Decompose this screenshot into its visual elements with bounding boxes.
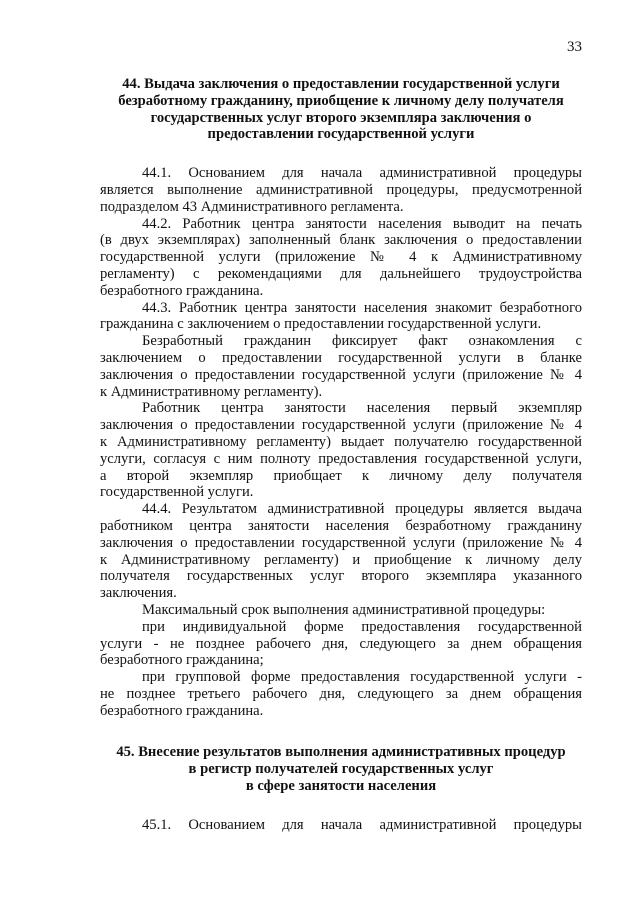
text-line: заключения о предоставлении государственной услуги (приложение № 4 bbox=[100, 534, 582, 551]
text-line: Максимальный срок выполнения административной процедуры: bbox=[142, 601, 546, 618]
heading-line: в сфере занятости населения bbox=[245, 778, 437, 795]
paragraph-copies bbox=[100, 400, 582, 501]
text-line: безработного гражданина. bbox=[100, 702, 264, 719]
text-line: к Административному регламенту) выдает получателю государственной bbox=[100, 433, 582, 450]
paragraph-44-4 bbox=[100, 501, 582, 602]
paragraph-44-1 bbox=[100, 165, 582, 215]
page-content bbox=[100, 76, 582, 834]
text-line: Безработный гражданин фиксирует факт ознакомления с bbox=[142, 333, 582, 350]
text-line: подразделом 43 Административного регламента. bbox=[100, 198, 404, 215]
text-line: к Административному регламенту). bbox=[100, 383, 323, 400]
text-line: 44.4. Результатом административной процедуры является выдача bbox=[142, 501, 582, 518]
heading-line: в регистр получателей государственных услуг bbox=[188, 761, 494, 778]
text-line: не позднее третьего рабочего дня, следующего за днем обращения bbox=[100, 685, 582, 702]
text-line: гражданина с заключением о предоставлении государственной услуги. bbox=[100, 316, 542, 333]
paragraph-44-3 bbox=[100, 300, 582, 334]
text-line: регламенту) с рекомендациями для дальнейшего трудоустройства bbox=[100, 265, 582, 282]
text-line: 44.3. Работник центра занятости населения знакомит безработного bbox=[142, 299, 582, 316]
text-line: заключения о предоставлении государственной услуги (приложение № 4 bbox=[100, 417, 582, 434]
text-line: безработного гражданина; bbox=[100, 652, 264, 669]
paragraph-45-1 bbox=[100, 817, 582, 834]
text-line: государственной услуги (приложение № 4 к Административному bbox=[100, 249, 582, 266]
text-line: безработного гражданина. bbox=[100, 282, 264, 299]
text-line: 44.1. Основанием для начала административной процедуры bbox=[142, 165, 582, 182]
paragraph-group-form bbox=[100, 669, 582, 719]
paragraph-max-term bbox=[100, 602, 582, 619]
page-number: 33 bbox=[567, 39, 582, 55]
section-45-heading bbox=[100, 744, 582, 794]
section-45-body bbox=[100, 817, 582, 834]
text-line: заключения о предоставлении государственной услуги (приложение № 4 bbox=[100, 366, 582, 383]
heading-line: безработному гражданину, приобщение к личному делу получателя bbox=[118, 92, 564, 109]
text-line: при групповой форме предоставления государственной услуги - bbox=[142, 669, 582, 686]
text-line: а второй экземпляр приобщает к личному делу получателя bbox=[100, 467, 582, 484]
text-line: услуги, согласуя с ним полноту предоставления государственной услуги, bbox=[100, 450, 582, 467]
text-line: заключения. bbox=[100, 585, 177, 602]
paragraph-acknowledgement bbox=[100, 333, 582, 400]
text-line: услуги - не позднее рабочего дня, следующего за днем обращения bbox=[100, 635, 582, 652]
text-line: при индивидуальной форме предоставления государственной bbox=[142, 618, 582, 635]
text-line: работником центра занятости населения безработному гражданину bbox=[100, 517, 582, 534]
text-line: Работник центра занятости населения первый экземпляр bbox=[142, 400, 582, 417]
section-44-heading bbox=[100, 76, 582, 143]
heading-line: предоставлении государственной услуги bbox=[207, 126, 475, 143]
text-line: (в двух экземплярах) заполненный бланк заключения о предоставлении bbox=[100, 232, 582, 249]
heading-line: 44. Выдача заключения о предоставлении государственной услуги bbox=[122, 76, 560, 92]
text-line: получателя государственных услуг второго экземпляра указанного bbox=[100, 568, 582, 585]
paragraph-individual-form bbox=[100, 619, 582, 669]
heading-line: 45. Внесение результатов выполнения административных процедур bbox=[116, 744, 566, 761]
text-line: 44.2. Работник центра занятости населения выводит на печать bbox=[142, 215, 582, 232]
paragraph-44-2 bbox=[100, 216, 582, 300]
text-line: 45.1. Основанием для начала административной процедуры bbox=[142, 816, 582, 833]
section-44-body bbox=[100, 165, 582, 719]
text-line: заключением о предоставлении государственной услуги в бланке bbox=[100, 349, 582, 366]
text-line: к Административному регламенту) и приобщение к личному делу bbox=[100, 551, 582, 568]
text-line: является выполнение административной процедуры, предусмотренной bbox=[100, 181, 582, 198]
text-line: государственной услуги. bbox=[100, 484, 254, 501]
heading-line: государственных услуг второго экземпляра заключения о bbox=[150, 109, 532, 126]
